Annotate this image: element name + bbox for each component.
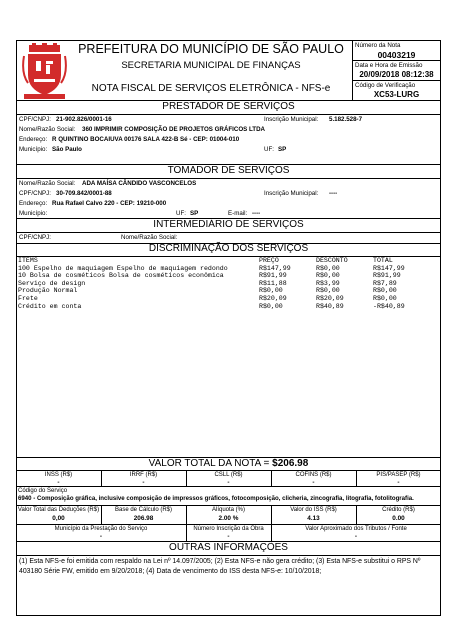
deducoes-label: Valor Total das Deduções (R$) [17,507,100,513]
tomador-uf-label: UF: [176,210,186,217]
col-items-header: ITEMS [18,257,38,264]
municipio-prestacao-value: - [99,533,103,540]
irrf-label: IRRF (R$) [129,472,158,478]
codigo-verificacao-value: XC53-LURG [373,90,420,99]
prestador-nome-value: 360 IMPRIMIR COMPOSIÇÃO DE PROJETOS GRÁFICOS LTDA [82,126,266,133]
cofins-value: - [312,479,315,486]
tributos-value: - [354,533,358,540]
tomador-cpf-value: 30-709.842/0001-88 [56,190,112,197]
prestador-im-label: Inscrição Municipal: [264,116,319,123]
tomador-endereco-value: Rua Rafael Calvo 220 - CEP: 19210-000 [52,200,167,207]
table-row: Frete R$20,09 R$20,09 R$0,00 [18,294,397,302]
tomador-nome-value: ADA MAÍSA CÂNDIDO VASCONCELOS [82,180,197,187]
codigo-verificacao-label: Código de Verificação [355,82,416,89]
outras-section-title: OUTRAS INFORMAÇÕES [169,542,288,553]
valor-total-value: $206.98 [272,458,309,469]
valor-total-label: VALOR TOTAL DA NOTA = [148,458,270,469]
table-row: Serviço de design R$11,88 R$3,99 R$7,89 [18,279,397,287]
prestador-cpf-label: CPF/CNPJ: [19,116,51,123]
table-row: Crédito em conta R$0,00 R$40,89 -R$40,89 [18,302,405,310]
outras-text: (1) Esta NFS-e foi emitida com respaldo na Lei nº 14.097/2005; (2) Esta NFS-e não gera crédito; (3) Esta NFS-e substitui o RPS Nº 403180 Série FW, emitido em 9/20/2018; (4) Data de vencimento do ISS desta NFS-e: 10/10/2018; [19,558,421,575]
numero-value: 00403219 [377,50,416,60]
municipio-prestacao-label: Município da Prestação do Serviço [54,526,148,532]
tomador-section-title: TOMADOR DE SERVIÇOS [167,165,290,176]
data-emissao-label: Data e Hora de Emissão [355,62,423,69]
credito-label: Crédito (R$) [382,507,415,513]
services-table [18,257,439,310]
csll-value: - [227,479,230,486]
tomador-email-value: ---- [252,210,261,217]
deducoes-value: 0,00 [52,515,65,522]
prefeitura-title: PREFEITURA DO MUNICÍPIO DE SÃO PAULO [78,42,344,56]
col-total-header: TOTAL [373,257,393,264]
tomador-municipio-label: Município: [19,210,48,217]
document-title: NOTA FISCAL DE SERVIÇOS ELETRÔNICA - NFS-e [91,83,331,94]
cofins-label: COFINS (R$) [295,472,332,478]
inscricao-obra-label: Número Inscrição da Obra [193,526,264,532]
prestador-section-title: PRESTADOR DE SERVIÇOS [162,101,295,112]
col-desconto-header: DESCONTO [316,257,348,264]
tomador-im-value: ---- [329,190,338,197]
tomador-endereco-label: Endereço: [19,200,48,207]
prestador-endereco-value: R QUINTINO BOCAIUVA 00176 SALA 422-B Sé - CEP: 01004-010 [52,136,240,143]
tomador-im-label: Inscrição Municipal: [264,190,319,197]
prestador-nome-label: Nome/Razão Social: [19,126,76,133]
inss-value: - [57,479,60,486]
prestador-endereco-label: Endereço: [19,136,48,143]
discriminacao-section-title: DISCRIMINAÇÃO DOS SERVIÇOS [148,243,309,254]
valor-total-line [16,458,441,469]
inss-label: INSS (R$) [44,472,73,478]
codigo-servico-label: Código do Serviço [18,488,68,494]
prestador-im-value: 5.182.528-7 [329,116,363,123]
prestador-uf-value: SP [278,146,287,153]
city-coat-of-arms-logo [22,43,67,100]
credito-value: 0.00 [392,515,405,522]
tomador-nome-label: Nome/Razão Social: [19,180,76,187]
tomador-uf-value: SP [190,210,199,217]
intermediario-section-title: INTERMEDIÁRIO DE SERVIÇOS [153,219,304,230]
prestador-municipio-label: Município: [19,146,48,153]
table-row: 100 Espelho de maquiagem Espelho de maquiagem redondo R$147,99 R$0,00 R$147,99 [18,264,405,272]
tomador-cpf-label: CPF/CNPJ: [19,190,51,197]
pis-pasep-value: - [397,479,400,486]
valor-iss-value: 4.13 [307,515,320,522]
base-calculo-label: Base de Cálculo (R$) [114,507,173,513]
irrf-value: - [142,479,145,486]
prestador-uf-label: UF: [264,146,274,153]
services-table-header [18,257,439,265]
pis-pasep-label: PIS/PASEP (R$) [376,472,421,478]
secretaria-title: SECRETARIA MUNICIPAL DE FINANÇAS [121,60,301,71]
table-row: Produção Normal R$0,00 R$0,00 R$0,00 [18,287,397,295]
prestador-municipio-value: São Paulo [52,146,82,153]
aliquota-value: 2.00 % [218,515,239,522]
codigo-servico-value: 6940 - Composição gráfica, inclusive composição de impressos gráficos, fotocomposição, clicheria, zincografia, litografia, fotolitografia. [18,495,414,502]
csll-label: CSLL (R$) [214,472,243,478]
tributos-label: Valor Aproximado dos Tributos / Fonte [305,526,407,532]
data-emissao-value: 20/09/2018 08:12:38 [359,70,434,79]
inscricao-obra-value: - [227,533,230,540]
aliquota-label: Alíquota (%) [211,507,245,513]
intermediario-cpf-label: CPF/CNPJ: [19,234,51,241]
col-preco-header: PREÇO [259,257,279,264]
numero-label: Número da Nota [355,42,401,49]
base-calculo-value: 206.98 [133,515,154,522]
intermediario-nome-label: Nome/Razão Social: [121,234,178,241]
valor-iss-label: Valor do ISS (R$) [290,507,337,513]
tomador-email-label: E-mail: [228,210,248,217]
table-row: 10 Bolsa de cosméticos Bolsa de cosméticos econômica R$91,99 R$0,00 R$91,99 [18,272,401,280]
prestador-cpf-value: 21-902.826/0001-16 [56,116,112,123]
